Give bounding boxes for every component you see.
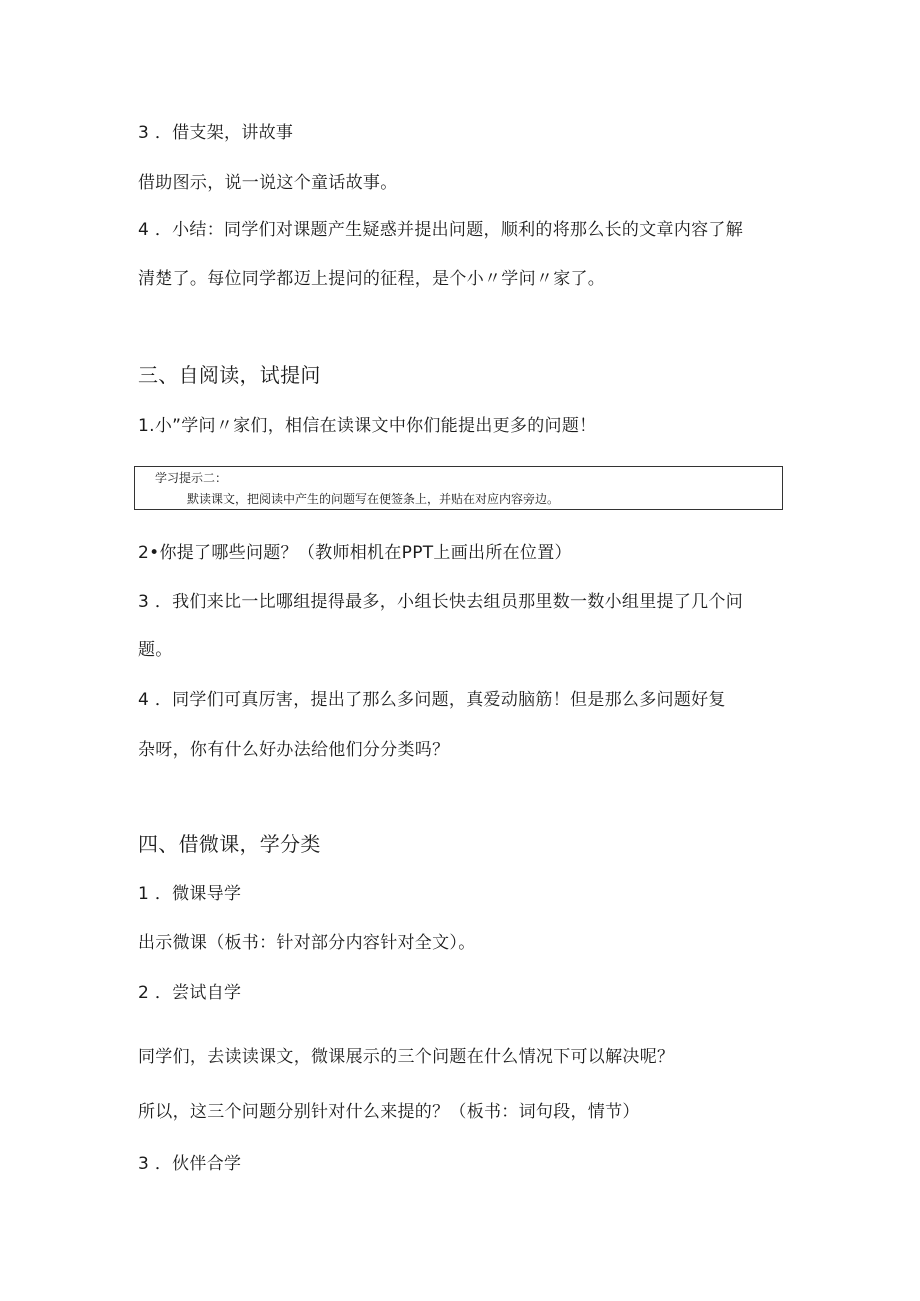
line-partner-study: 3 ．伙伴合学: [138, 1154, 242, 1174]
line-summary-2: 清楚了。每位同学都迈上提问的征程，是个小〃学问〃家了。: [138, 269, 606, 289]
line-show-micro-lesson: 出示微课（板书：针对部分内容针对全文）。: [138, 933, 476, 953]
line-three-questions: 所以，这三个问题分别针对什么来提的？（板书：词句段，情节）: [138, 1102, 640, 1122]
line-step2-which-questions: 2•你提了哪些问题？（教师相机在PPT上画出所在位置）: [138, 543, 572, 563]
line-step3-support: 3 ．借支架，讲故事: [138, 123, 294, 143]
line-read-text: 同学们，去读读课文，微课展示的三个问题在什么情况下可以解决呢？: [138, 1047, 675, 1067]
line-micro-lesson-guide: 1 ．微课导学: [138, 884, 242, 904]
learning-tip-box: [134, 466, 783, 510]
line-step4-praise-1: 4 ．同学们可真厉害，提出了那么多问题，真爱动脑筋！但是那么多问题好复: [138, 690, 726, 710]
line-step4-praise-2: 杂呀，你有什么好办法给他们分分类吗？: [138, 740, 450, 760]
line-step1-questions: 1.小”学问〃家们，相信在读课文中你们能提出更多的问题！: [138, 416, 597, 436]
line-step3-compare-2: 题。: [138, 640, 173, 660]
section-heading-4: 四、借微课，学分类: [138, 832, 321, 856]
tip-body: 默读课文，把阅读中产生的问题写在便签条上，并贴在对应内容旁边。: [187, 492, 560, 506]
tip-title: 学习提示二：: [155, 471, 228, 485]
section-heading-3: 三、自阅读，试提问: [138, 363, 321, 387]
line-step3-compare-1: 3 ．我们来比一比哪组提得最多，小组长快去组员那里数一数小组里提了几个问: [138, 592, 744, 612]
line-retell-story: 借助图示，说一说这个童话故事。: [138, 173, 398, 193]
line-summary-1: 4 ．小结：同学们对课题产生疑惑并提出问题，顺利的将那么长的文章内容了解: [138, 220, 744, 240]
line-try-self-study: 2 ．尝试自学: [138, 983, 242, 1003]
